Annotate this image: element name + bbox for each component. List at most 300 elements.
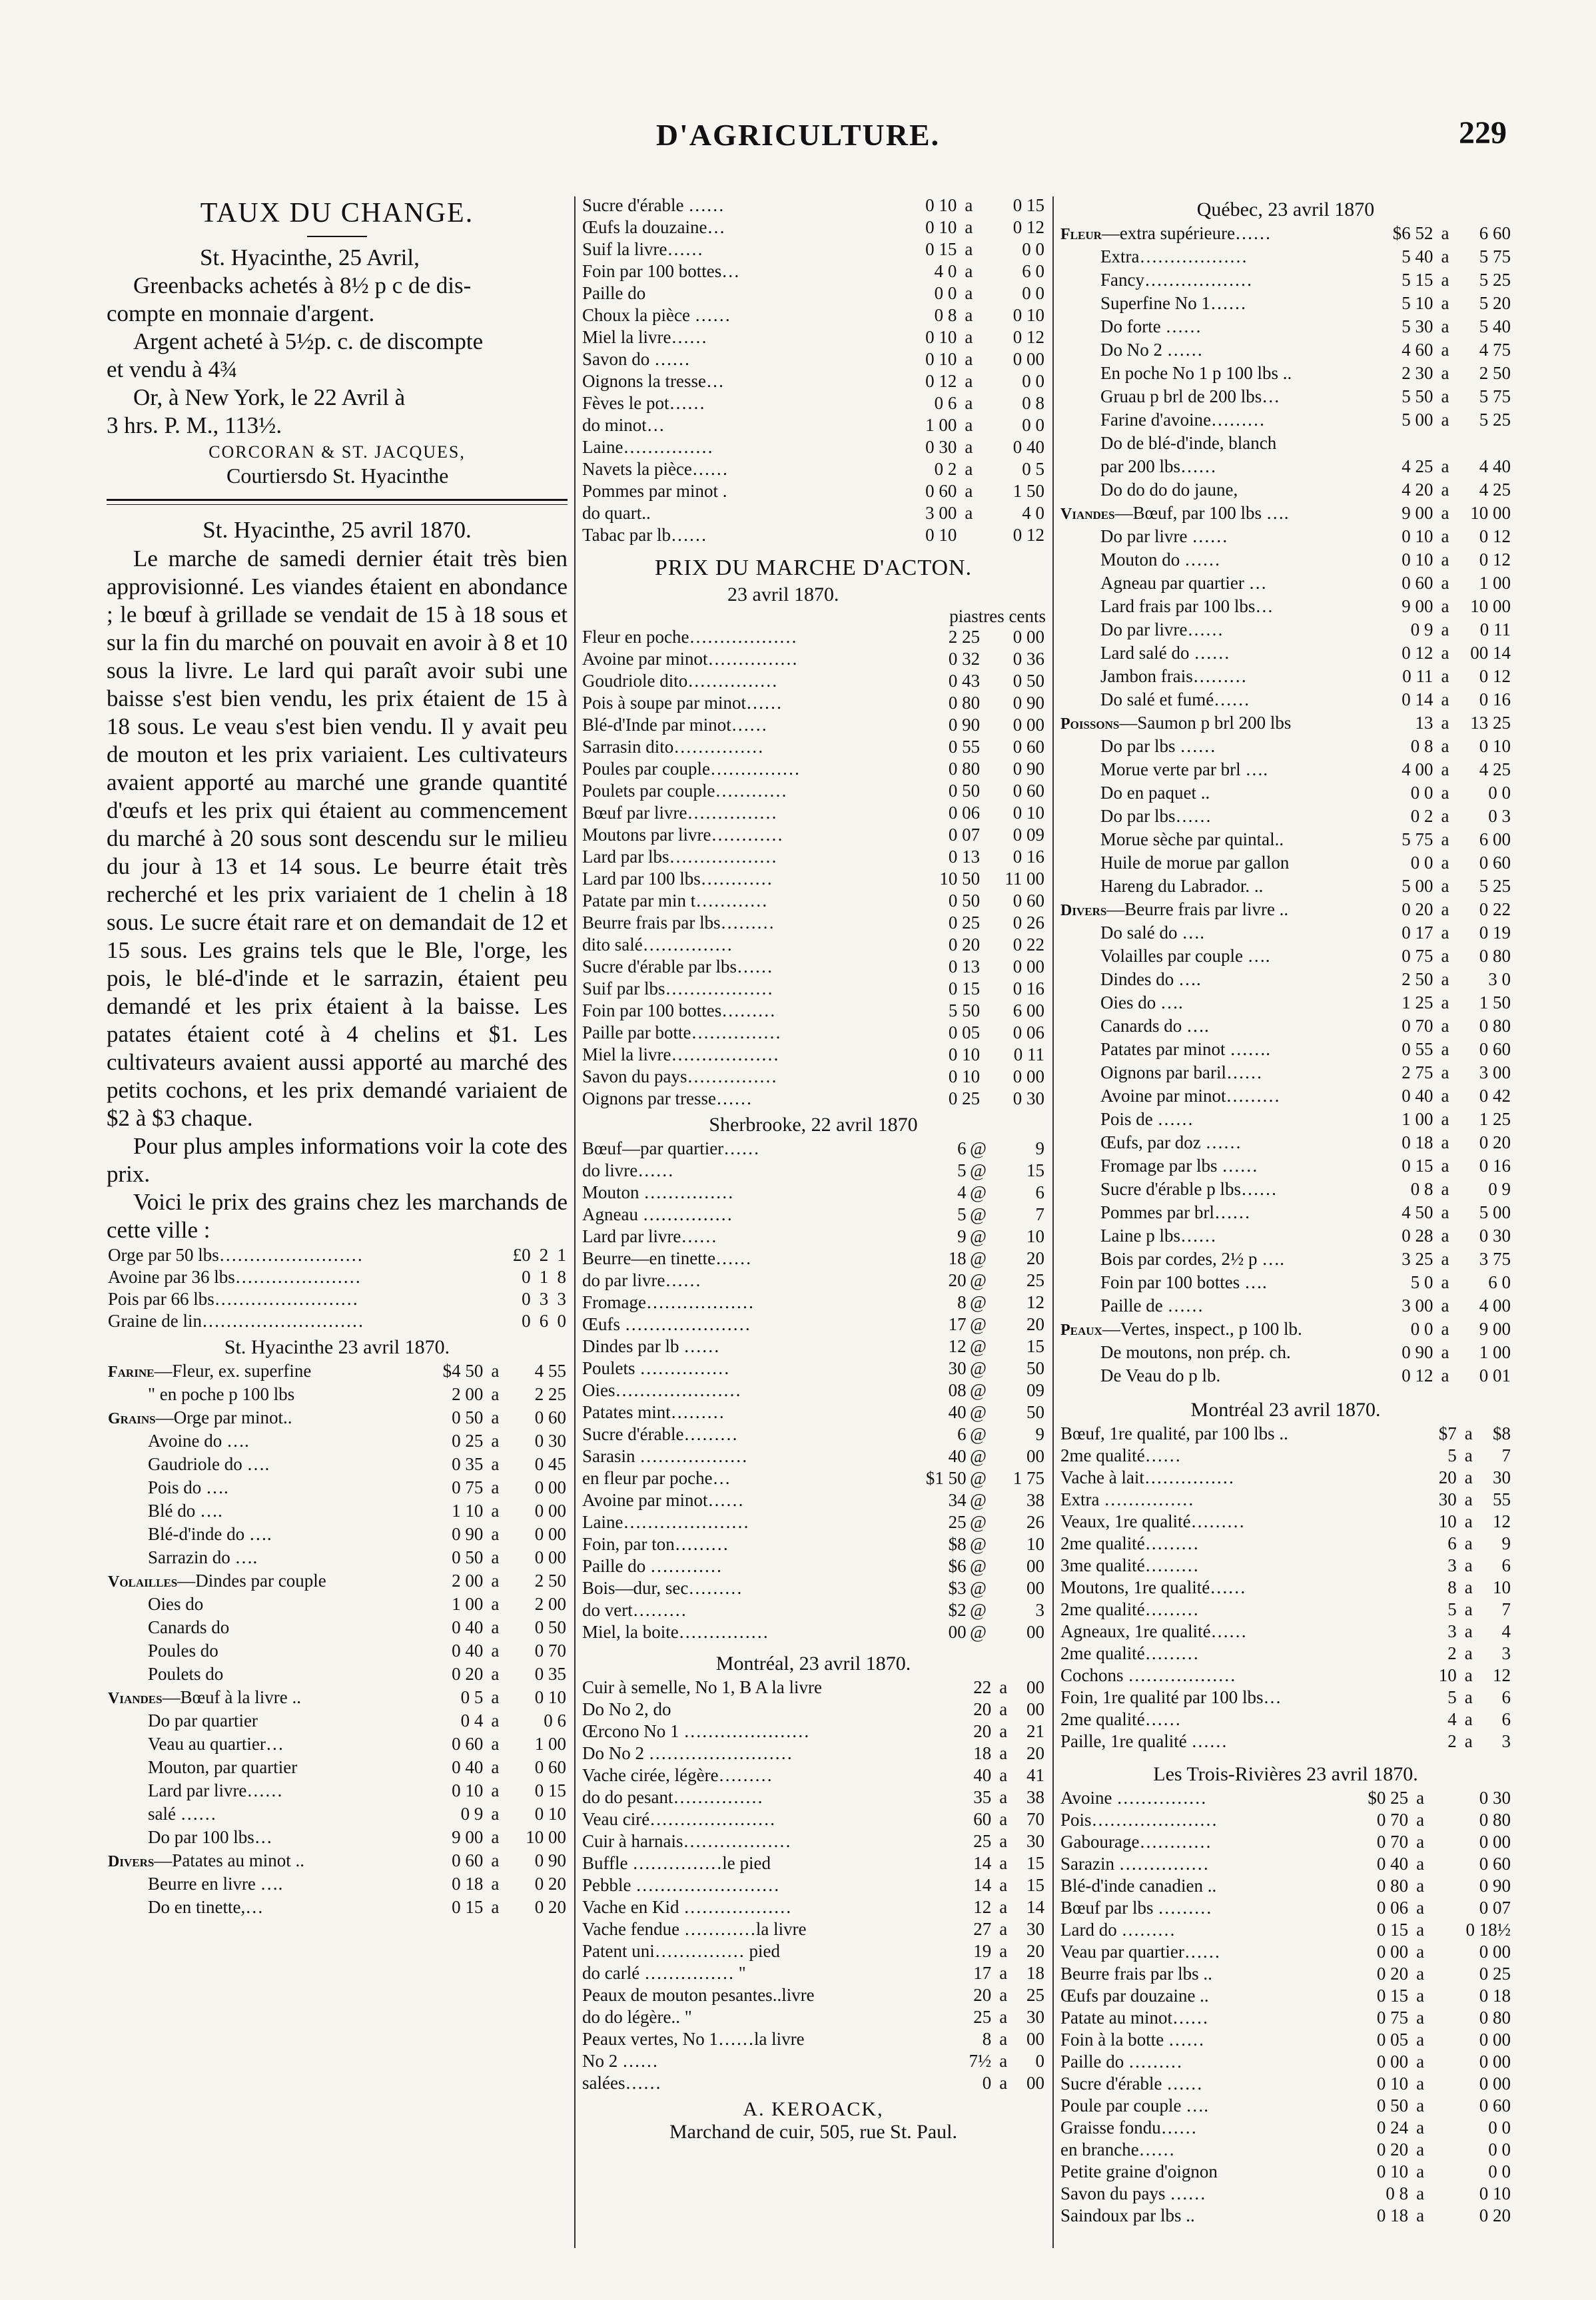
range-separator: a [1416,2161,1425,2181]
price-value: 6 0 [1022,261,1044,281]
price-row [581,1044,1046,1066]
price-row [1059,1809,1512,1831]
price-value: 0 06 [1376,1898,1409,1918]
range-separator: a [1441,1272,1449,1292]
item-label [107,1756,423,1780]
price-value: 10 00 [1470,596,1511,616]
range-separator: a [1416,2139,1425,2159]
price-row [581,1555,1046,1577]
price-value: 70 [1026,1809,1044,1829]
item-name: Vache à lait…………… [1060,1467,1234,1487]
price-value: 5 15 [1401,270,1433,290]
price-row [107,1570,568,1593]
price-value: 00 [948,1622,967,1642]
price-value: 0 0 [1410,1319,1433,1339]
item-label [107,1570,423,1593]
price-value: 0 0 [1022,239,1044,259]
price-row [1059,1941,1512,1963]
price-row [1059,1533,1512,1555]
range-separator: a [1416,2117,1425,2137]
range-separator: @ [970,1314,987,1334]
range-separator: a [965,217,973,237]
range-separator: a [1416,1854,1425,1874]
price-value: 0 10 [948,1044,981,1064]
range-separator: a [491,1757,500,1777]
price-value: 0 15 [948,978,981,998]
item-label [1059,526,1378,549]
range-separator: a [999,1941,1008,1961]
price-row [1059,642,1512,665]
price-value: 0 20 [1376,2139,1409,2159]
range-separator: @ [970,1160,987,1180]
range-separator: a [1441,1226,1449,1246]
item-name: 2me qualité……… [1060,1599,1199,1619]
price-value: 1 00 [925,415,957,435]
item-name: Do No 2, do [582,1699,671,1719]
price-row [107,1593,568,1617]
range-separator: a [1441,759,1449,779]
range-separator: a [965,283,973,303]
price-row [581,868,1046,890]
price-row [1059,1621,1512,1643]
item-name: Pommes par brl…… [1100,1202,1250,1222]
range-separator: a [1441,316,1449,336]
price-row [581,2028,1046,2050]
range-separator: a [1416,1788,1425,1808]
item-name: Sucre d'érable……… [582,1424,738,1444]
range-separator: a [1441,1039,1449,1059]
price-value: 3 [1035,1600,1044,1620]
price-value: 0 8 [1410,1179,1433,1199]
range-separator: a [1464,1533,1473,1553]
range-separator: a [1441,573,1449,593]
quebec-price-table [1059,222,1512,1388]
price-value: 0 20 [534,1874,566,1894]
item-name: Fancy……………… [1100,270,1252,290]
price-value: 4 00 [1479,1296,1511,1316]
price-value: 0 16 [1479,1156,1511,1176]
price-value: 0 0 [934,283,957,303]
price-value: 0 [1035,2051,1044,2071]
item-name: Avoine …………… [1060,1788,1207,1808]
range-separator: @ [970,1292,987,1312]
price-row [1059,1897,1512,1919]
price-value: 6 [1447,1533,1457,1553]
price-row [581,392,1046,414]
item-label [1059,689,1378,712]
quebec-title: Québec, 23 avril 1870 [1196,198,1375,220]
price-value: 0 20 [452,1664,484,1684]
price-value: 8 [982,2029,992,2049]
range-separator: a [1464,1687,1473,1707]
price-value: 0 75 [1401,946,1433,966]
range-separator: a [999,1787,1008,1807]
sth-title: St. Hyacinthe 23 avril 1870. [224,1336,450,1358]
price-value: 0 30 [534,1431,566,1451]
price-row [1059,945,1512,968]
item-name: Do par livre …… [1100,526,1228,546]
price-row [1059,526,1512,549]
price-row [581,1138,1046,1160]
exchange-line: compte en monnaie d'argent. [107,300,375,326]
price-row [581,1940,1046,1962]
category-label: Fleur [1060,226,1102,243]
item-name: do do légère.. " [582,2007,692,2027]
price-row [1059,502,1512,526]
range-separator: a [965,437,973,457]
price-value: 3 [1447,1621,1457,1641]
price-value: 20 [1026,1941,1044,1961]
item-name: Do par quartier [148,1711,258,1730]
price-row [1059,1155,1512,1178]
exchange-section [107,197,568,488]
range-separator: a [1416,2183,1425,2203]
price-row [1059,1038,1512,1062]
item-label [107,1896,423,1920]
price-row [1059,1963,1512,1985]
range-separator: @ [970,1446,987,1466]
price-value: 4 25 [1401,456,1433,476]
item-name: Laine p lbs…… [1100,1226,1216,1246]
item-name: En poche No 1 p 100 lbs .. [1100,363,1292,383]
range-separator: a [491,1827,500,1847]
price-value: 0 24 [1376,2117,1409,2137]
range-separator: @ [970,1490,987,1510]
range-separator: a [999,2029,1008,2049]
price-value: 30 [1438,1489,1457,1509]
item-name: Patates mint……… [582,1402,725,1422]
item-label [1059,1225,1378,1248]
item-name: Savon du pays …… [1060,2183,1206,2203]
price-value: 1 50 [1012,481,1044,501]
item-name: Patent uni…………… pied [582,1941,780,1961]
item-name: Fèves le pot…… [582,393,705,413]
item-name: Œufs ………………… [582,1314,751,1334]
range-separator: a [965,415,973,435]
price-value: 0 09 [1012,825,1044,845]
price-value: 4 55 [534,1361,566,1381]
price-value: $4 50 [442,1361,484,1381]
item-label [1059,665,1378,689]
item-label [1059,1295,1378,1318]
price-row [1059,386,1512,409]
column-2 [581,194,1046,2143]
price-value: 25 [973,2007,992,2027]
price-row [1059,362,1512,386]
item-label [1059,1342,1378,1365]
price-value: 9 [957,1226,967,1246]
price-value: 15 [1026,1875,1044,1895]
price-row [107,1407,568,1430]
price-value: 20 [1026,1314,1044,1334]
item-name: Pommes par minot . [582,481,727,501]
range-separator: a [491,1687,500,1707]
item-name: Sucre d'érable …… [1060,2074,1203,2094]
item-name: Œrcono No 1 ………………… [582,1721,810,1741]
item-name: Canards do [148,1617,230,1637]
price-row [1059,712,1512,735]
range-separator: a [1441,619,1449,639]
item-label [107,1430,423,1453]
exchange-line: Or, à New York, le 22 Avril à [133,384,406,410]
price-value: 2 50 [1401,969,1433,989]
price-value: 0 10 [1401,526,1433,546]
range-separator: a [1464,1731,1473,1751]
range-separator: a [1441,1296,1449,1316]
range-separator: @ [970,1402,987,1422]
range-separator: a [999,1743,1008,1763]
price-value: 0 9 [1410,619,1433,639]
price-value: 0 0 [1022,371,1044,391]
price-row [1059,1467,1512,1489]
range-separator: a [1441,1365,1449,1385]
price-value: 0 13 [948,847,981,867]
item-name: dito salé…………… [582,935,733,955]
item-label [1059,222,1378,246]
price-value: 0 12 [1401,643,1433,663]
price-value: 38 [1026,1490,1044,1510]
range-separator: a [1441,689,1449,709]
category-label: Viandes [108,1690,163,1707]
price-row [581,1379,1046,1401]
price-value [1378,432,1435,456]
item-name: Sucre d'érable par lbs…… [582,957,773,976]
item-label [107,1453,423,1477]
price-value: 1 50 [1479,992,1511,1012]
price-value: 0 90 [1012,693,1044,713]
range-separator: a [1464,1577,1473,1597]
price-row [1059,852,1512,875]
price-value: 0 75 [452,1477,484,1497]
item-name: Extra …………… [1060,1489,1194,1509]
price-value: 6 [957,1424,967,1444]
price-row [1059,1831,1512,1853]
item-name: Lard par 100 lbs………… [582,869,773,889]
price-value: 10 [1438,1665,1457,1685]
range-separator: a [1464,1489,1473,1509]
range-separator: a [1441,1319,1449,1339]
price-row [581,1314,1046,1336]
price-value: 0 28 [1401,1226,1433,1246]
item-label [1059,1108,1378,1132]
price-value: 7 [1035,1204,1044,1224]
leather-price-table [581,1677,1046,2094]
price-value: 0 19 [1479,923,1511,943]
item-label [107,1477,423,1500]
price-row [581,1182,1046,1204]
item-label [1059,1132,1378,1155]
range-separator: a [999,1853,1008,1873]
price-value: 7 [1501,1599,1511,1619]
price-value: 6 [957,1138,967,1158]
price-value: 0 15 [1376,1920,1409,1940]
range-separator: a [965,305,973,325]
range-separator: a [1441,1086,1449,1106]
price-row [1059,572,1512,595]
item-name: Savon du pays…………… [582,1066,777,1086]
price-value: 1 10 [452,1501,484,1521]
price-value: 0 50 [948,781,981,801]
price-value: 0 00 [534,1547,566,1567]
price-value: 0 10 [925,349,957,369]
price-value: 0 06 [948,803,981,823]
price-value: 0 [522,1267,531,1287]
price-row [581,1577,1046,1599]
range-separator: a [1441,550,1449,570]
price-value: 60 [973,1809,992,1829]
range-separator: a [1441,853,1449,873]
item-name: Pois de …… [1100,1109,1194,1129]
range-separator: @ [970,1512,987,1532]
item-label [1059,432,1378,456]
item-name: Laine………………… [582,1512,749,1532]
price-value: 3 [1501,1643,1511,1663]
price-value: 26 [1026,1512,1044,1532]
item-label [107,1500,423,1523]
price-row [581,2072,1046,2094]
price-value: 0 90 [1012,759,1044,779]
range-separator: a [1441,410,1449,430]
price-value: 09 [1026,1380,1044,1400]
title-rule [307,236,367,237]
range-separator: a [965,239,973,259]
price-value: 40 [973,1765,992,1785]
price-value: 0 22 [1012,935,1044,955]
price-value: 50 [1026,1358,1044,1378]
price-row [1059,316,1512,339]
range-separator: a [999,1919,1008,1939]
category-label: Viandes [1060,506,1115,523]
range-separator: a [1441,992,1449,1012]
price-row [581,1599,1046,1621]
merchant-address: Marchand de cuir, 505, rue St. Paul. [669,2121,958,2143]
price-value: 0 11 [1479,619,1511,639]
item-name: Paille par botte…………… [582,1022,781,1042]
price-value: 0 16 [1012,978,1044,998]
price-row [1059,1202,1512,1225]
item-name: Fromage par lbs …… [1100,1156,1258,1176]
item-name: Orge par 50 lbs…………………… [108,1245,363,1265]
item-name: Lard par livre…… [582,1226,717,1246]
price-row [1059,829,1512,852]
item-name: Do en paquet .. [1100,783,1210,803]
price-value: 0 10 [534,1804,566,1824]
category-label: Divers [1060,902,1107,919]
item-label [1059,456,1378,479]
range-separator: a [1441,1062,1449,1082]
price-row [1059,1577,1512,1599]
item-name: Poule par couple …. [1060,2096,1208,2115]
range-separator: a [965,195,973,215]
range-separator: @ [970,1358,987,1378]
price-row [581,670,1046,692]
item-name: Patate par min t………… [582,891,768,911]
item-name: Blé do …. [148,1501,222,1521]
price-row [107,1850,568,1873]
price-value: 20 [1026,1248,1044,1268]
item-name: Hareng du Labrador. .. [1100,876,1264,896]
item-name: Patate au minot…… [1060,2008,1208,2028]
price-value: 0 9 [1488,1179,1511,1199]
price-value: 0 80 [948,693,981,713]
price-value: 8 [557,1267,566,1287]
price-value: 30 [1026,1831,1044,1851]
item-label [107,1640,423,1663]
price-row [1059,1687,1512,1709]
item-name: do carlé …………… " [582,1963,746,1983]
range-separator: @ [970,1248,987,1268]
price-row [581,780,1046,802]
price-row [581,2006,1046,2028]
range-separator: a [491,1850,500,1870]
item-name: Lard par livre…… [148,1780,283,1800]
price-value: 0 36 [1012,649,1044,669]
price-value: 9 [1501,1533,1511,1553]
item-name: Tabac par lb…… [582,525,707,545]
price-value: 0 2 [1410,806,1433,826]
price-value: 08 [948,1380,967,1400]
price-value: 14 [1026,1897,1044,1917]
broker-title: Courtiersdo St. Hyacinthe [226,464,449,488]
price-value: 3 [1447,1555,1457,1575]
item-label [1059,362,1378,386]
item-name: —Patates au minot .. [154,1850,305,1870]
price-value: 00 [1026,1699,1044,1719]
price-row [581,370,1046,392]
range-separator: a [999,1963,1008,1983]
price-value: 2 30 [1401,363,1433,383]
price-value: 0 00 [534,1501,566,1521]
price-row [581,238,1046,260]
price-value: 0 70 [1376,1810,1409,1830]
item-label [107,1687,423,1710]
price-row [1059,432,1512,456]
price-row [581,1292,1046,1314]
item-name: Oignons par baril…… [1100,1062,1262,1082]
exchange-line: Argent acheté à 5½p. c. de discompte [133,328,484,354]
item-label [1059,619,1378,642]
price-value: $1 50 [925,1468,967,1488]
price-value: 0 00 [534,1524,566,1544]
price-value: 25 [948,1512,967,1532]
price-value: 0 8 [1022,393,1044,413]
price-row [581,1226,1046,1248]
price-value: 2 50 [534,1571,566,1591]
price-value: 30 [1026,2007,1044,2027]
price-value: 0 00 [1479,2074,1511,2094]
item-name: Laine…………… [582,437,713,457]
price-value: 0 [982,2073,992,2093]
price-value: 0 25 [948,1088,981,1108]
price-row [1059,2073,1512,2095]
price-row [581,1918,1046,1940]
double-rule [107,499,568,505]
price-value: 0 60 [1479,1854,1511,1874]
running-header-title: D'AGRICULTURE. [655,118,941,152]
price-value: 15 [1026,1336,1044,1356]
price-value: 2 00 [534,1594,566,1614]
range-separator: a [491,1734,500,1754]
price-row [581,1786,1046,1808]
price-row [581,436,1046,458]
price-value: 0 40 [452,1641,484,1661]
item-label [1059,1178,1378,1202]
price-row [1059,1919,1512,1941]
range-separator: @ [970,1226,987,1246]
item-name: No 2 …… [582,2051,658,2071]
price-row [1059,1489,1512,1511]
item-name: Pois par 66 lbs…………………… [108,1289,358,1309]
